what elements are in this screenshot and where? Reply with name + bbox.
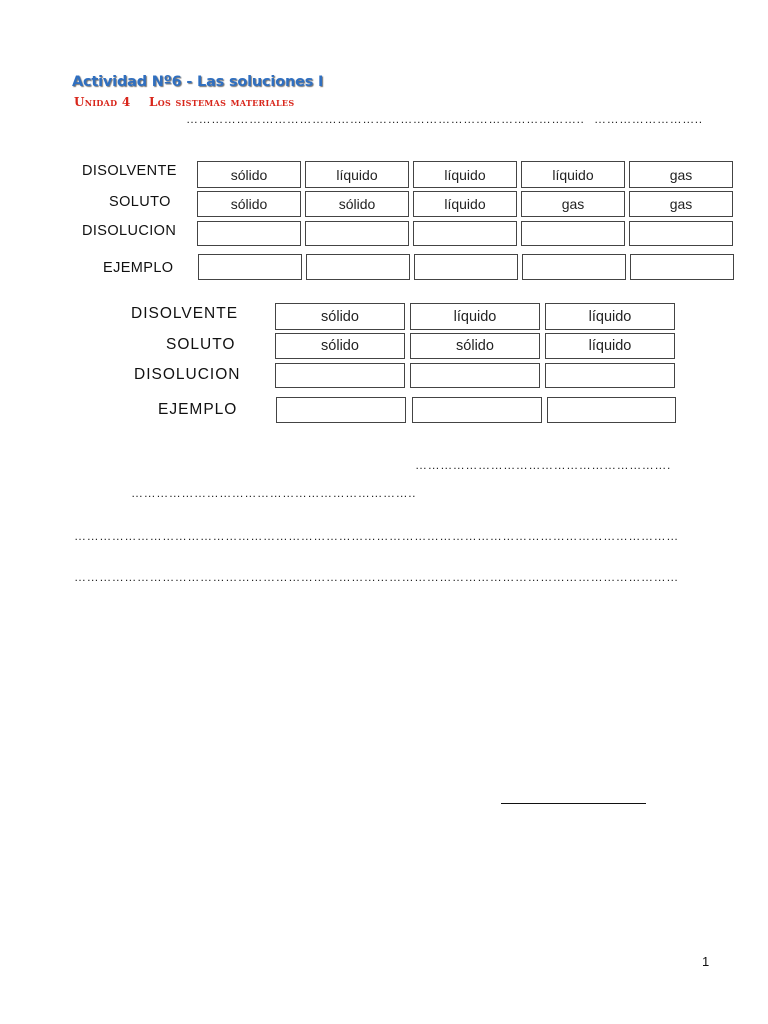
cell-soluto-1: sólido <box>275 333 405 359</box>
cell-soluto-1: sólido <box>197 191 301 217</box>
cell-disolucion-5[interactable] <box>629 221 733 246</box>
answer-line-c: ……………………………………………………………………………………………………………………………… <box>74 529 679 543</box>
date-dotted-line: …………………….. <box>594 112 703 126</box>
cell-ejemplo-1[interactable] <box>276 397 406 423</box>
cell-soluto-3: líquido <box>545 333 675 359</box>
cell-ejemplo-3[interactable] <box>547 397 676 423</box>
cell-soluto-2: sólido <box>410 333 540 359</box>
answer-line-b: ………………………………………………………….. <box>131 486 417 500</box>
label-soluto: SOLUTO <box>166 336 236 353</box>
cell-disolvente-4: líquido <box>521 161 625 188</box>
answer-line-a: ……………………………………………………. <box>415 458 671 472</box>
label-disolvente: DISOLVENTE <box>131 305 239 322</box>
cell-ejemplo-2[interactable] <box>306 254 410 280</box>
cell-ejemplo-4[interactable] <box>522 254 626 280</box>
unit-label: Unidad 4 <box>74 95 131 109</box>
page-number: 1 <box>702 954 710 969</box>
cell-disolvente-2: líquido <box>305 161 409 188</box>
cell-ejemplo-5[interactable] <box>630 254 734 280</box>
cell-soluto-5: gas <box>629 191 733 217</box>
cell-disolucion-4[interactable] <box>521 221 625 246</box>
cell-disolucion-2[interactable] <box>410 363 540 388</box>
cell-disolucion-3[interactable] <box>413 221 517 246</box>
name-dotted-line: ………………………………………………………………………………….. <box>186 112 585 126</box>
signature-line <box>501 803 646 804</box>
label-soluto: SOLUTO <box>109 194 171 210</box>
cell-disolucion-1[interactable] <box>197 221 301 246</box>
cell-disolvente-3: líquido <box>545 303 675 330</box>
unit-title: Los sistemas materiales <box>149 95 295 109</box>
label-disolucion: DISOLUCION <box>82 223 177 239</box>
label-disolucion: DISOLUCION <box>134 366 241 383</box>
label-ejemplo: EJEMPLO <box>158 401 238 418</box>
cell-disolucion-2[interactable] <box>305 221 409 246</box>
cell-disolvente-3: líquido <box>413 161 517 188</box>
cell-disolvente-5: gas <box>629 161 733 188</box>
answer-line-d: ……………………………………………………………………………………………………………………………… <box>74 570 679 584</box>
cell-ejemplo-3[interactable] <box>414 254 518 280</box>
cell-soluto-4: gas <box>521 191 625 217</box>
activity-title: Actividad Nº6 - Las soluciones I <box>72 74 324 90</box>
label-ejemplo: EJEMPLO <box>103 260 174 276</box>
cell-disolucion-1[interactable] <box>275 363 405 388</box>
cell-disolvente-1: sólido <box>197 161 301 188</box>
cell-soluto-3: líquido <box>413 191 517 217</box>
cell-disolvente-1: sólido <box>275 303 405 330</box>
label-disolvente: DISOLVENTE <box>82 163 177 179</box>
cell-soluto-2: sólido <box>305 191 409 217</box>
cell-ejemplo-2[interactable] <box>412 397 542 423</box>
cell-disolvente-2: líquido <box>410 303 540 330</box>
cell-ejemplo-1[interactable] <box>198 254 302 280</box>
cell-disolucion-3[interactable] <box>545 363 675 388</box>
